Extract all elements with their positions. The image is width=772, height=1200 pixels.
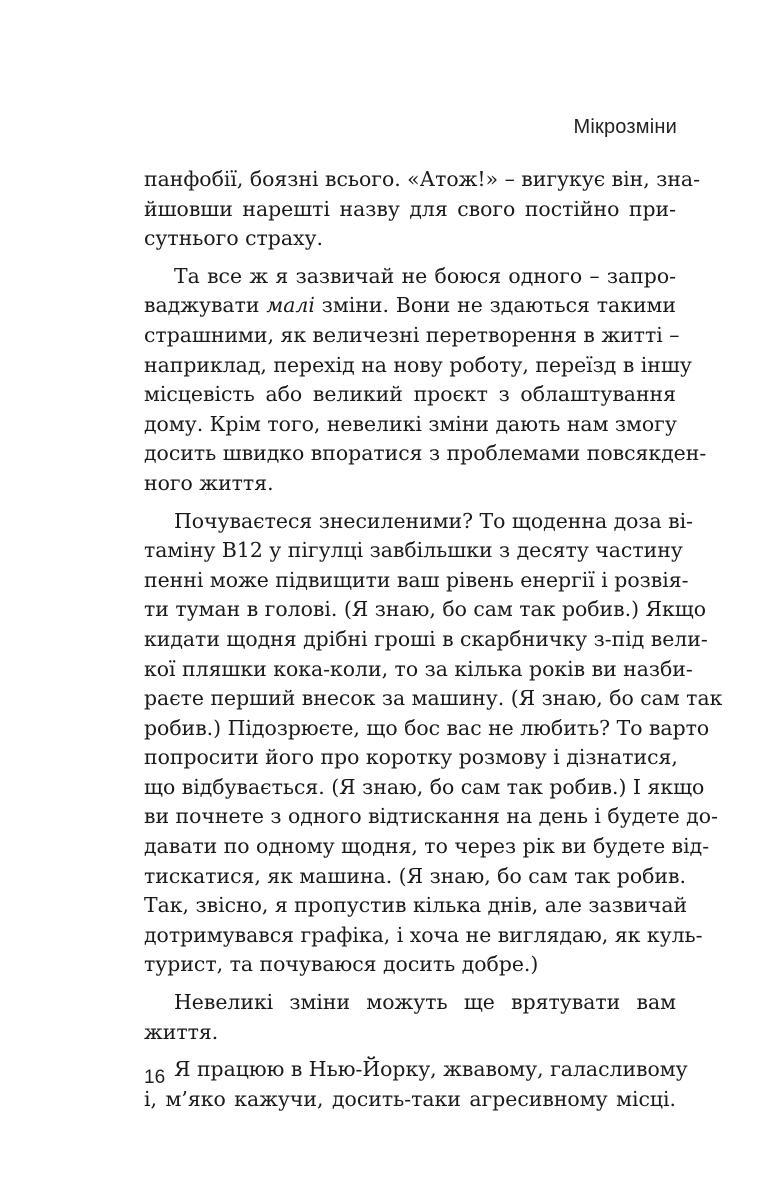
text-line: попросити його про коротку розмову і дізнатися, <box>144 745 678 770</box>
text-line: турист, та почуваюся досить добре.) <box>144 952 539 977</box>
text-line: раєте перший внесок за машину. (Я знаю, бо сам так <box>144 686 723 711</box>
paragraph-gap <box>144 980 676 988</box>
text-line: кої пляшки кока-коли, то за кілька років ви назби- <box>144 656 693 681</box>
text-segment: Почуваєтеся знесиленими? То щоденна доза ві- <box>174 508 694 533</box>
text-segment: Та все ж я зазвичай не боюся одного – запро- <box>174 263 676 288</box>
body-text <box>144 165 723 1114</box>
text-line: робив.) Підозрюєте, що бос вас не любить? То варто <box>144 715 710 740</box>
italic-word: малі <box>266 293 315 318</box>
text-line: ти туман в голові. (Я знаю, бо сам так робив.) Якщо <box>144 597 706 622</box>
text-line: дому. Крім того, невеликі зміни дають нам змогу <box>144 411 677 436</box>
text-line: ви почнете з одного відтискання на день і будете до- <box>144 804 718 829</box>
paragraph-5 <box>144 1055 688 1114</box>
text-line: Так, звісно, я пропустив кілька днів, але зазвичай <box>144 893 688 918</box>
text-line: таміну B12 у пігулці завбільшки з десяту частину <box>144 538 683 563</box>
paragraph-1 <box>144 165 700 254</box>
paragraph-3 <box>144 507 723 981</box>
text-line: і, м’яко кажучи, досить-таки агресивному місці. <box>144 1086 676 1111</box>
text-line <box>144 988 676 1018</box>
text-line: давати по одному щодня, то через рік ви будете від- <box>144 834 710 859</box>
text-line <box>144 507 694 537</box>
text-segment: зміни. Вони не здаються такими <box>321 293 677 318</box>
text-line: сутнього страху. <box>144 226 323 251</box>
text-line: страшними, як величезні перетворення в житті – <box>144 322 680 347</box>
paragraph-gap <box>144 1047 676 1055</box>
text-line <box>144 1055 688 1085</box>
text-line: ного життя. <box>144 470 274 495</box>
paragraph-4 <box>144 988 676 1047</box>
text-line: панфобії, боязні всього. «Атож!» – вигукує він, зна- <box>144 167 700 191</box>
text-line <box>144 291 676 321</box>
text-line: що відбувається. (Я знаю, бо сам так робив.) І якщо <box>144 774 705 799</box>
running-header: Мікрозміни <box>573 116 677 138</box>
text-line: кидати щодня дрібні гроші в скарбничку з-під вели- <box>144 626 708 651</box>
text-line: наприклад, перехід на нову роботу, переїзд в іншу <box>144 352 692 377</box>
text-line: дотримувався графіка, і хоча не виглядаю, як куль- <box>144 922 703 947</box>
text-line: пенні може підвищити ваш рівень енергії і розвія- <box>144 567 689 592</box>
paragraph-gap <box>144 499 676 507</box>
paragraph-gap <box>144 254 676 262</box>
text-line: місцевість або великий проєкт з облаштування <box>144 382 676 407</box>
paragraph-2 <box>144 262 707 499</box>
text-line: йшовши нарешті назву для свого постійно при- <box>144 196 676 221</box>
text-segment: Невеликі зміни можуть ще врятувати вам <box>174 990 676 1015</box>
text-line <box>144 262 676 292</box>
text-line: тискатися, як машина. (Я знаю, бо сам так робив. <box>144 863 686 888</box>
text-segment: Я працюю в Нью-Йорку, жвавому, галасливому <box>174 1057 688 1082</box>
text-line: досить швидко впоратися з проблемами повсякден- <box>144 441 707 466</box>
text-line: життя. <box>144 1019 219 1044</box>
page-number: 16 <box>144 1067 166 1088</box>
text-segment: ваджувати <box>144 293 260 318</box>
